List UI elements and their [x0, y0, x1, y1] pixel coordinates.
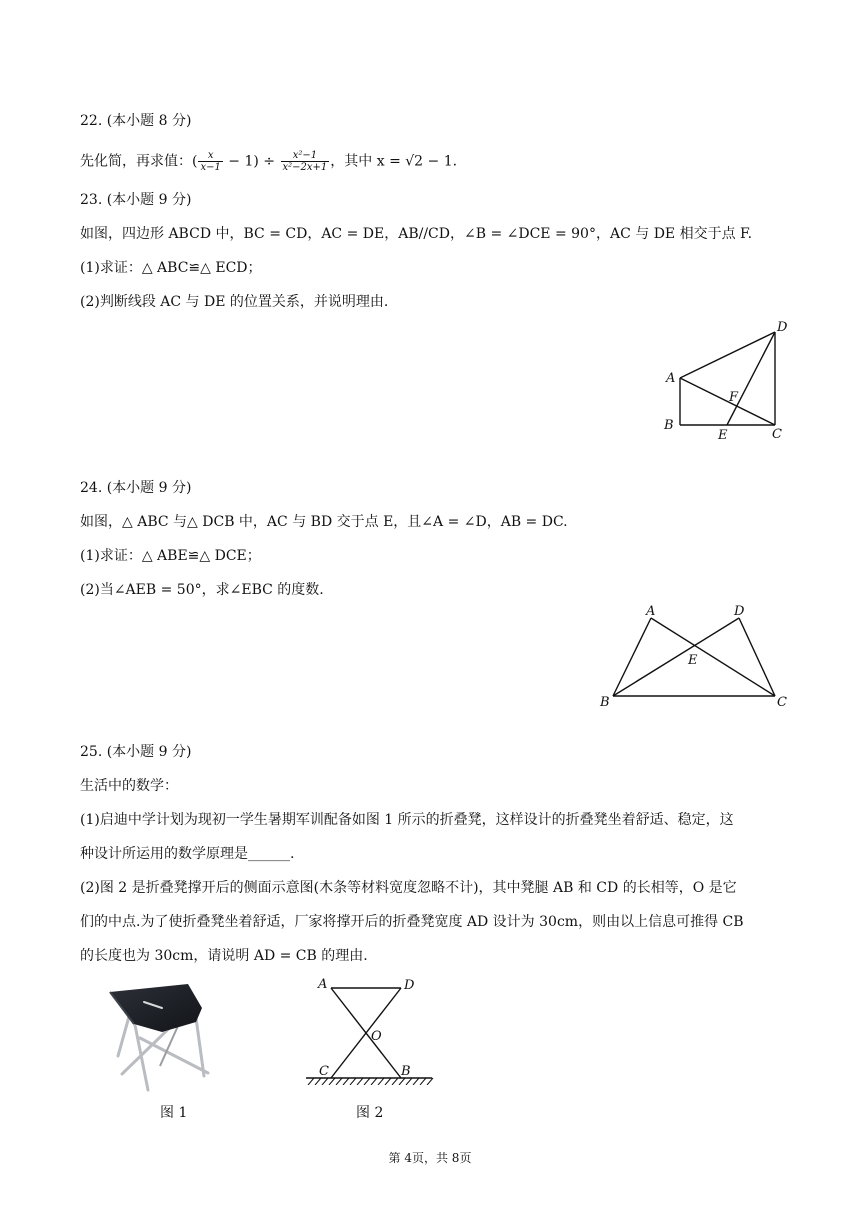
- q25-figure-2: [300, 970, 440, 1085]
- q23-label-f: F: [729, 390, 739, 405]
- q25-line-2: (1)启迪中学计划为现初一学生暑期军训配备如图 1 所示的折叠凳，这样设计的折叠凳坐着舒适、稳定，这: [80, 812, 734, 828]
- q24-part1: (1)求证：△ ABE≌△ DCE；: [80, 548, 261, 564]
- q25-label-b: B: [401, 1064, 411, 1079]
- q22-text-a: 先化简，再求值：(: [80, 153, 198, 170]
- q25-label-a: A: [318, 977, 328, 992]
- q23-label-e: E: [718, 428, 728, 443]
- q23-part1: (1)求证：△ ABC≌△ ECD；: [80, 260, 262, 276]
- q25-title: 25. (本小题 9 分): [80, 744, 192, 760]
- q23-label-c: C: [772, 427, 782, 442]
- q23-label-d: D: [777, 320, 788, 335]
- q24-stem: 如图，△ ABC 与△ DCB 中，AC 与 BD 交于点 E，且∠A = ∠D，AB = DC.: [80, 514, 568, 530]
- q22-title: 22. (本小题 8 分): [80, 113, 192, 129]
- page-footer: 第 4页，共 8页: [388, 1151, 472, 1165]
- q24-label-b: B: [600, 695, 610, 710]
- q23-figure: [655, 315, 795, 445]
- q24-label-a: A: [646, 604, 656, 619]
- q24-part2: (2)当∠AEB = 50°，求∠EBC 的度数.: [80, 582, 324, 598]
- folding-stool-image: [100, 978, 215, 1098]
- q22-text-c: ，其中 x = √2 − 1.: [330, 153, 458, 170]
- q25-label-d: D: [404, 978, 415, 993]
- q23-part2: (2)判断线段 AC 与 DE 的位置关系，并说明理由.: [80, 294, 389, 310]
- q22-expression: [80, 150, 457, 173]
- q24-label-d: D: [734, 604, 745, 619]
- q24-label-c: C: [777, 695, 787, 710]
- q22-fraction-2: $\frac{\text{x²−1}}{\text{x²−2x+1}}$: [282, 150, 328, 173]
- fig2-caption: 图 2: [356, 1105, 384, 1121]
- q25-line-4: (2)图 2 是折叠凳撑开后的侧面示意图(木条等材料宽度忽略不计)，其中凳腿 AB 和 CD 的长相等，O 是它: [80, 880, 737, 896]
- q23-stem: 如图，四边形 ABCD 中，BC = CD，AC = DE，AB//CD，∠B = ∠DCE = 90°，AC 与 DE 相交于点 F.: [80, 226, 753, 242]
- q24-label-e: E: [688, 653, 698, 668]
- q24-figure: [595, 598, 800, 713]
- q25-line-6: 的长度也为 30cm，请说明 AD = CB 的理由.: [80, 948, 368, 964]
- q24-title: 24. (本小题 9 分): [80, 480, 192, 496]
- q25-line-3: 种设计所运用的数学原理是______.: [80, 846, 295, 862]
- fig1-caption: 图 1: [160, 1105, 188, 1121]
- q22-text-b: − 1) ÷: [223, 153, 280, 170]
- q23-label-b: B: [664, 418, 674, 433]
- q23-title: 23. (本小题 9 分): [80, 192, 192, 208]
- q25-line-1: 生活中的数学：: [80, 778, 178, 794]
- q25-line-5: 们的中点.为了使折叠凳坐着舒适，厂家将撑开后的折叠凳宽度 AD 设计为 30cm，则由以上信息可推得 CB: [80, 914, 744, 930]
- q25-label-o: O: [371, 1029, 382, 1044]
- q22-fraction-1: $\frac{x}{x-1}$: [200, 150, 221, 173]
- q25-label-c: C: [319, 1064, 329, 1079]
- q23-label-a: A: [666, 371, 676, 386]
